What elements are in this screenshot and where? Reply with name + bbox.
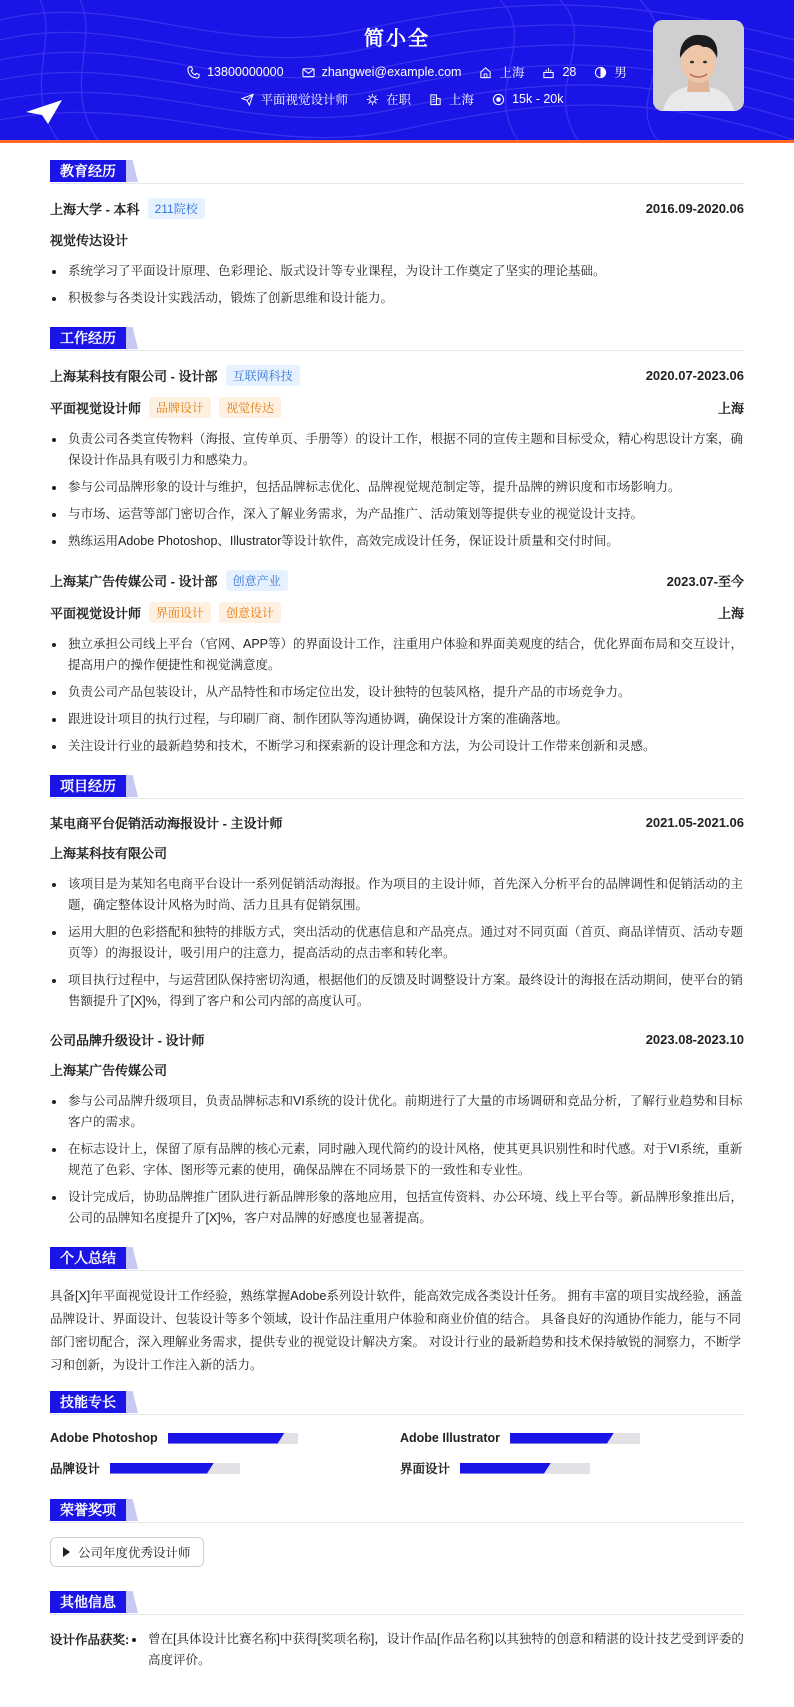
section-title: 项目经历 [50, 775, 126, 797]
bullet-item: 熟练运用Adobe Photoshop、Illustrator等设计软件，高效完成设计任务，保证设计质量和交付时间。 [50, 531, 744, 552]
salary-icon [492, 93, 505, 106]
bullet-item: 设计完成后，协助品牌推广团队进行新品牌形象的落地应用，包括宣传资料、办公环境、线上平台等。新品牌形象推出后，公司的品牌知名度提升了[X]%，客户对品牌的好感度也显著提高。 [50, 1187, 744, 1229]
bullet-item: 跟进设计项目的执行过程，与印刷厂商、制作团队等沟通协调，确保设计方案的准确落地。 [50, 709, 744, 730]
summary-text: 具备[X]年平面视觉设计工作经验，熟练掌握Adobe系列设计软件，能高效完成各类设计任务。 拥有丰富的项目实战经验，涵盖品牌设计、界面设计、包装设计等多个领域，设计作品注重用户体验和商业价值的结合。 具备良好的沟通协作能力，能与不同部门密切配合，深入理解业务需求，提供专业的视觉设计解决方案。 对设计行业的最新趋势和技术保持敏锐的洞察力，不断学习和创新，为设计工作注入新的活力。 [50, 1289, 743, 1372]
position-row [50, 397, 744, 418]
company-name: 上海某广告传媒公司 - 设计部 [50, 574, 218, 589]
phone-icon [187, 66, 200, 79]
skills-grid [50, 1429, 744, 1477]
education-row [50, 198, 744, 219]
avatar [653, 20, 744, 111]
skill-name: 界面设计 [400, 1462, 451, 1476]
project-row [50, 1030, 744, 1049]
skill-bar-fill [460, 1463, 551, 1474]
company-row [50, 570, 744, 591]
work-city: 上海 [717, 401, 744, 416]
skill-tag: 视觉传达 [219, 397, 281, 418]
project-entry [50, 813, 744, 1012]
skill-name: Adobe Photoshop [50, 1431, 158, 1445]
position-name: 平面视觉设计师 [50, 401, 142, 416]
section-header [50, 1591, 744, 1615]
project-org: 上海某科技有限公司 [50, 846, 168, 861]
bullet-item: 该项目是为某知名电商平台设计一系列促销活动海报。作为项目的主设计师，首先深入分析平台的品牌调性和促销活动的主题，确定整体设计风格为时尚、活力且具有促销氛围。 [50, 874, 744, 916]
bullet-item: 系统学习了平面设计原理、色彩理论、版式设计等专业课程，为设计工作奠定了坚实的理论基础。 [50, 261, 744, 282]
age-text: 28 [562, 65, 577, 79]
award-item[interactable] [50, 1537, 204, 1567]
work-city-item [429, 90, 474, 108]
work-bullets [50, 634, 744, 757]
paper-plane-icon [26, 100, 62, 124]
projects-section [50, 775, 744, 1229]
bullet-item: 曾在[具体设计比赛名称]中获得[奖项名称]，设计作品[作品名称]以其独特的创意和精湛的设计技艺受到评委的高度评价。 [130, 1629, 744, 1671]
work-city-text: 上海 [449, 93, 475, 107]
status-icon [366, 93, 379, 106]
skills-section [50, 1391, 744, 1477]
position-item [241, 90, 349, 108]
other-bullets [130, 1629, 744, 1677]
salary-item [492, 90, 563, 108]
bullet-item: 运用大胆的色彩搭配和独特的排版方式，突出活动的优惠信息和产品亮点。通过对不同页面（首页、商品详情页、活动专题页等）的海报设计，吸引用户的注意力，提高活动的点击率和转化率。 [50, 922, 744, 964]
position-text: 平面视觉设计师 [260, 93, 349, 107]
position-row [50, 602, 744, 623]
status-text: 在职 [386, 93, 412, 107]
education-section [50, 160, 744, 309]
section-title: 技能专长 [50, 1391, 126, 1413]
skill-bar [110, 1463, 240, 1474]
other-info [50, 1629, 744, 1677]
avatar-photo [653, 20, 744, 111]
work-section [50, 327, 744, 757]
company-row [50, 365, 744, 386]
section-header [50, 160, 744, 184]
skill-item [50, 1431, 400, 1445]
status-item [366, 90, 411, 108]
skill-bar [168, 1433, 298, 1444]
email-address: zhangwei@example.com [321, 65, 462, 79]
project-bullets [50, 874, 744, 1012]
award-label: 公司年度优秀设计师 [78, 1546, 191, 1560]
phone-number: 13800000000 [207, 65, 284, 79]
skill-item [400, 1459, 744, 1477]
location-text: 上海 [499, 66, 525, 80]
play-triangle-icon [63, 1547, 70, 1557]
bullet-item: 项目执行过程中，与运营团队保持密切沟通，根据他们的反馈及时调整设计方案。最终设计的海报在活动期间，使平台的销售额提升了[X]%，得到了客户和公司内部的高度认可。 [50, 970, 744, 1012]
honors-section [50, 1499, 744, 1581]
other-section [50, 1591, 744, 1677]
skill-bar [510, 1433, 640, 1444]
bullet-item: 参与公司品牌形象的设计与维护，包括品牌标志优化、品牌视觉规范制定等，提升品牌的辨识度和市场影响力。 [50, 477, 744, 498]
work-entry [50, 365, 744, 552]
skill-tag: 品牌设计 [149, 397, 211, 418]
section-title: 荣誉奖项 [50, 1499, 126, 1521]
skill-name: Adobe Illustrator [400, 1431, 501, 1445]
project-row [50, 813, 744, 832]
section-header [50, 1499, 744, 1523]
work-date: 2020.07-2023.06 [645, 368, 744, 383]
resume-header [0, 0, 794, 143]
bullet-item: 与市场、运营等部门密切合作，深入了解业务需求，为产品推广、活动策划等提供专业的视觉设计支持。 [50, 504, 744, 525]
work-city: 上海 [717, 606, 744, 621]
section-header [50, 775, 744, 799]
age-item [542, 63, 576, 81]
resume-content [50, 160, 744, 1687]
work-bullets [50, 429, 744, 552]
home-icon [479, 66, 492, 79]
bullet-item: 负责公司各类宣传物料（海报、宣传单页、手册等）的设计工作，根据不同的宣传主题和目标受众，精心构思设计方案，确保设计作品具有吸引力和感染力。 [50, 429, 744, 471]
bullet-item: 负责公司产品包装设计，从产品特性和市场定位出发，设计独特的包装风格，提升产品的市场竞争力。 [50, 682, 744, 703]
send-icon [241, 93, 254, 106]
skill-bar-fill [110, 1463, 214, 1474]
skill-item [50, 1459, 400, 1477]
building-icon [429, 93, 442, 106]
section-header [50, 1391, 744, 1415]
skill-bar [460, 1463, 590, 1474]
project-bullets [50, 1091, 744, 1229]
section-header [50, 327, 744, 351]
education-date: 2016.09-2020.06 [645, 201, 744, 216]
school-name: 上海大学 - 本科 [50, 202, 140, 217]
gender-text: 男 [614, 66, 627, 80]
company-name: 上海某科技有限公司 - 设计部 [50, 369, 218, 384]
gender-icon [594, 66, 607, 79]
candidate-name: 简小全 [364, 28, 430, 50]
skill-name: 品牌设计 [50, 1462, 101, 1476]
mail-icon [302, 66, 315, 79]
section-title: 其他信息 [50, 1591, 126, 1613]
project-date: 2021.05-2021.06 [645, 815, 744, 830]
phone-item [187, 63, 283, 81]
major: 视觉传达设计 [50, 233, 129, 248]
section-title: 个人总结 [50, 1247, 126, 1269]
section-header [50, 1247, 744, 1271]
project-name: 某电商平台促销活动海报设计 - 主设计师 [50, 816, 283, 831]
education-entry [50, 198, 744, 309]
industry-tag: 互联网科技 [226, 365, 300, 386]
project-name: 公司品牌升级设计 - 设计师 [50, 1033, 205, 1048]
summary-section [50, 1247, 744, 1377]
industry-tag: 创意产业 [226, 570, 288, 591]
bullet-item: 积极参与各类设计实践活动，锻炼了创新思维和设计能力。 [50, 288, 744, 309]
bullet-item: 参与公司品牌升级项目，负责品牌标志和VI系统的设计优化。前期进行了大量的市场调研和竞品分析，了解行业趋势和目标客户的需求。 [50, 1091, 744, 1133]
salary-text: 15k - 20k [512, 92, 564, 106]
school-tag: 211院校 [148, 198, 205, 219]
skill-item [400, 1431, 744, 1445]
position-name: 平面视觉设计师 [50, 606, 142, 621]
skill-tag: 创意设计 [219, 602, 281, 623]
section-title: 工作经历 [50, 327, 126, 349]
age-icon [542, 66, 555, 79]
skill-bar-fill [510, 1433, 614, 1444]
project-entry [50, 1030, 744, 1229]
location-item [479, 63, 524, 81]
bullet-item: 在标志设计上，保留了原有品牌的核心元素，同时融入现代简约的设计风格，使其更具识别性和时代感。对于VI系统，重新规范了色彩、字体、图形等元素的使用，确保品牌在不同场景下的一致性和专业性。 [50, 1139, 744, 1181]
email-item [302, 63, 462, 81]
skill-bar-fill [168, 1433, 285, 1444]
section-title: 教育经历 [50, 160, 126, 182]
skill-tag: 界面设计 [149, 602, 211, 623]
other-label: 设计作品获奖: [50, 1633, 130, 1647]
project-org: 上海某广告传媒公司 [50, 1063, 168, 1078]
bullet-item: 独立承担公司线上平台（官网、APP等）的界面设计工作，注重用户体验和界面美观度的结合，优化界面布局和交互设计，提高用户的操作便捷性和视觉满意度。 [50, 634, 744, 676]
bullet-item: 关注设计行业的最新趋势和技术，不断学习和探索新的设计理念和方法，为公司设计工作带来创新和灵感。 [50, 736, 744, 757]
education-bullets [50, 261, 744, 309]
project-date: 2023.08-2023.10 [645, 1032, 744, 1047]
work-entry [50, 570, 744, 757]
work-date: 2023.07-至今 [666, 574, 744, 589]
gender-item [594, 63, 627, 81]
